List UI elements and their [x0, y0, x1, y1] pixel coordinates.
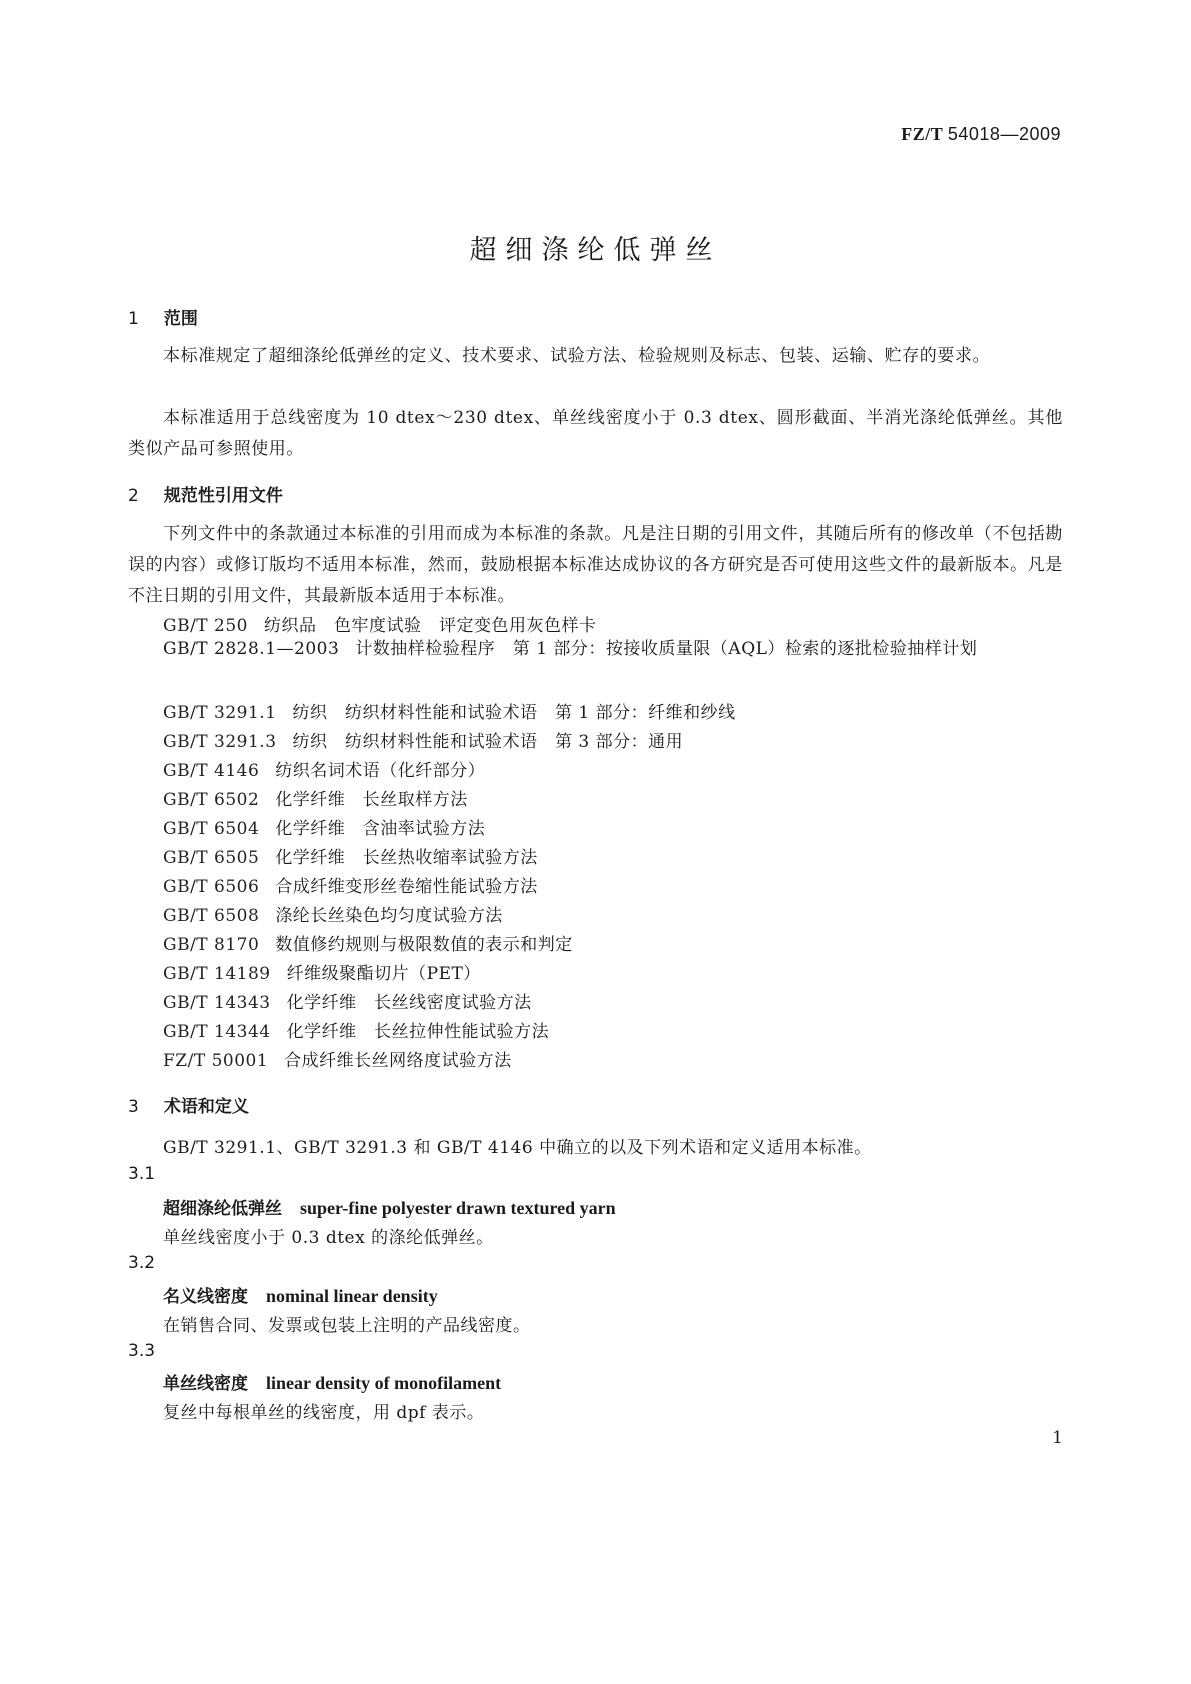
- standard-code: [901, 124, 1061, 145]
- reference-item: [163, 785, 468, 810]
- reference-code: GB/T 6506: [163, 877, 260, 897]
- term-zh: 单丝线密度: [163, 1374, 248, 1394]
- reference-item: [128, 634, 1063, 665]
- reference-title: 涤纶长丝染色均匀度试验方法: [275, 906, 503, 926]
- reference-code: GB/T 250: [163, 616, 248, 636]
- reference-code: GB/T 2828.1—2003: [163, 639, 340, 659]
- section-number: 1: [128, 309, 139, 329]
- page-number: 1: [1052, 1428, 1063, 1448]
- reference-code: GB/T 3291.1: [163, 703, 277, 723]
- reference-code: GB/T 14344: [163, 1022, 271, 1042]
- reference-item: [163, 727, 683, 752]
- paragraph: 本标准适用于总线密度为 10 dtex～230 dtex、单丝线密度小于 0.3 dtex、圆形截面、半消光涤纶低弹丝。其他类似产品可参照使用。: [128, 408, 1063, 459]
- reference-item: [163, 901, 503, 926]
- reference-item: [163, 872, 538, 897]
- section-title: 规范性引用文件: [163, 486, 283, 506]
- section-title: 术语和定义: [163, 1097, 249, 1117]
- reference-item: [163, 843, 538, 868]
- reference-item: [163, 756, 485, 781]
- reference-title: 纺织名词术语（化纤部分）: [275, 761, 486, 781]
- term-en: linear density of monofilament: [266, 1373, 502, 1393]
- section-number: 2: [128, 486, 139, 506]
- reference-title: 化学纤维 含油率试验方法: [275, 819, 486, 839]
- reference-title: 数值修约规则与极限数值的表示和判定: [275, 935, 573, 955]
- term-zh: 超细涤纶低弹丝: [163, 1199, 282, 1219]
- reference-code: GB/T 14189: [163, 964, 271, 984]
- term-definition: 单丝线密度小于 0.3 dtex 的涤纶低弹丝。: [163, 1228, 494, 1248]
- reference-title: 纺织品 色牢度试验 评定变色用灰色样卡: [264, 616, 597, 636]
- standard-prefix: FZ/T: [901, 124, 943, 144]
- reference-item: [163, 959, 481, 984]
- reference-title: 合成纤维长丝网络度试验方法: [284, 1051, 512, 1071]
- reference-item: [163, 988, 532, 1013]
- clause-number: 3.3: [128, 1341, 156, 1361]
- reference-item: [163, 930, 573, 955]
- standard-number: 54018—2009: [947, 124, 1061, 144]
- term-heading: [163, 1194, 616, 1219]
- reference-title: 纺织 纺织材料性能和试验术语 第 3 部分：通用: [292, 732, 684, 752]
- reference-title: 化学纤维 长丝线密度试验方法: [286, 993, 532, 1013]
- term-definition: 复丝中每根单丝的线密度，用 dpf 表示。: [163, 1403, 485, 1423]
- reference-title: 化学纤维 长丝取样方法: [275, 790, 468, 810]
- reference-item: [163, 1046, 512, 1071]
- reference-item: [163, 814, 485, 839]
- term-heading: [163, 1282, 438, 1307]
- reference-code: GB/T 3291.3: [163, 732, 277, 752]
- section-2-heading: [128, 481, 283, 506]
- reference-code: GB/T 6504: [163, 819, 260, 839]
- reference-title: 纤维级聚酯切片（PET）: [286, 964, 481, 984]
- paragraph: 本标准规定了超细涤纶低弹丝的定义、技术要求、试验方法、检验规则及标志、包装、运输、贮存的要求。: [163, 346, 991, 366]
- reference-code: GB/T 6502: [163, 790, 260, 810]
- reference-item: [163, 1017, 549, 1042]
- term-definition: 在销售合同、发票或包装上注明的产品线密度。: [163, 1316, 531, 1336]
- term-zh: 名义线密度: [163, 1287, 248, 1307]
- reference-code: GB/T 8170: [163, 935, 260, 955]
- reference-title: 化学纤维 长丝热收缩率试验方法: [275, 848, 538, 868]
- reference-item: [163, 611, 597, 636]
- reference-title: 计数抽样检验程序 第 1 部分：按接收质量限（AQL）检索的逐批检验抽样计划: [355, 639, 978, 659]
- term-en: nominal linear density: [266, 1286, 438, 1306]
- clause-number: 3.2: [128, 1253, 156, 1273]
- section-3-heading: [128, 1092, 249, 1117]
- reference-item: [163, 698, 736, 723]
- term-en: super-fine polyester drawn textured yarn: [300, 1198, 616, 1218]
- term-heading: [163, 1369, 501, 1394]
- section-title: 范围: [163, 309, 198, 329]
- reference-code: GB/T 6508: [163, 906, 260, 926]
- reference-code: GB/T 6505: [163, 848, 260, 868]
- reference-code: FZ/T 50001: [163, 1051, 269, 1071]
- paragraph: 下列文件中的条款通过本标准的引用而成为本标准的条款。凡是注日期的引用文件，其随后所有的修改单（不包括勘误的内容）或修订版均不适用本标准，然而，鼓励根据本标准达成协议的各方研究是否可使用这些文件的最新版本。凡是不注日期的引用文件，其最新版本适用于本标准。: [128, 524, 1063, 606]
- reference-title: 合成纤维变形丝卷缩性能试验方法: [275, 877, 538, 897]
- reference-title: 化学纤维 长丝拉伸性能试验方法: [286, 1022, 550, 1042]
- reference-title: 纺织 纺织材料性能和试验术语 第 1 部分：纤维和纱线: [292, 703, 736, 723]
- section-number: 3: [128, 1097, 139, 1117]
- document-title: 超细涤纶低弹丝: [469, 235, 722, 266]
- paragraph: GB/T 3291.1、GB/T 3291.3 和 GB/T 4146 中确立的以及下列术语和定义适用本标准。: [163, 1138, 872, 1158]
- reference-code: GB/T 4146: [163, 761, 260, 781]
- section-1-heading: [128, 304, 198, 329]
- clause-number: 3.1: [128, 1164, 156, 1184]
- reference-code: GB/T 14343: [163, 993, 271, 1013]
